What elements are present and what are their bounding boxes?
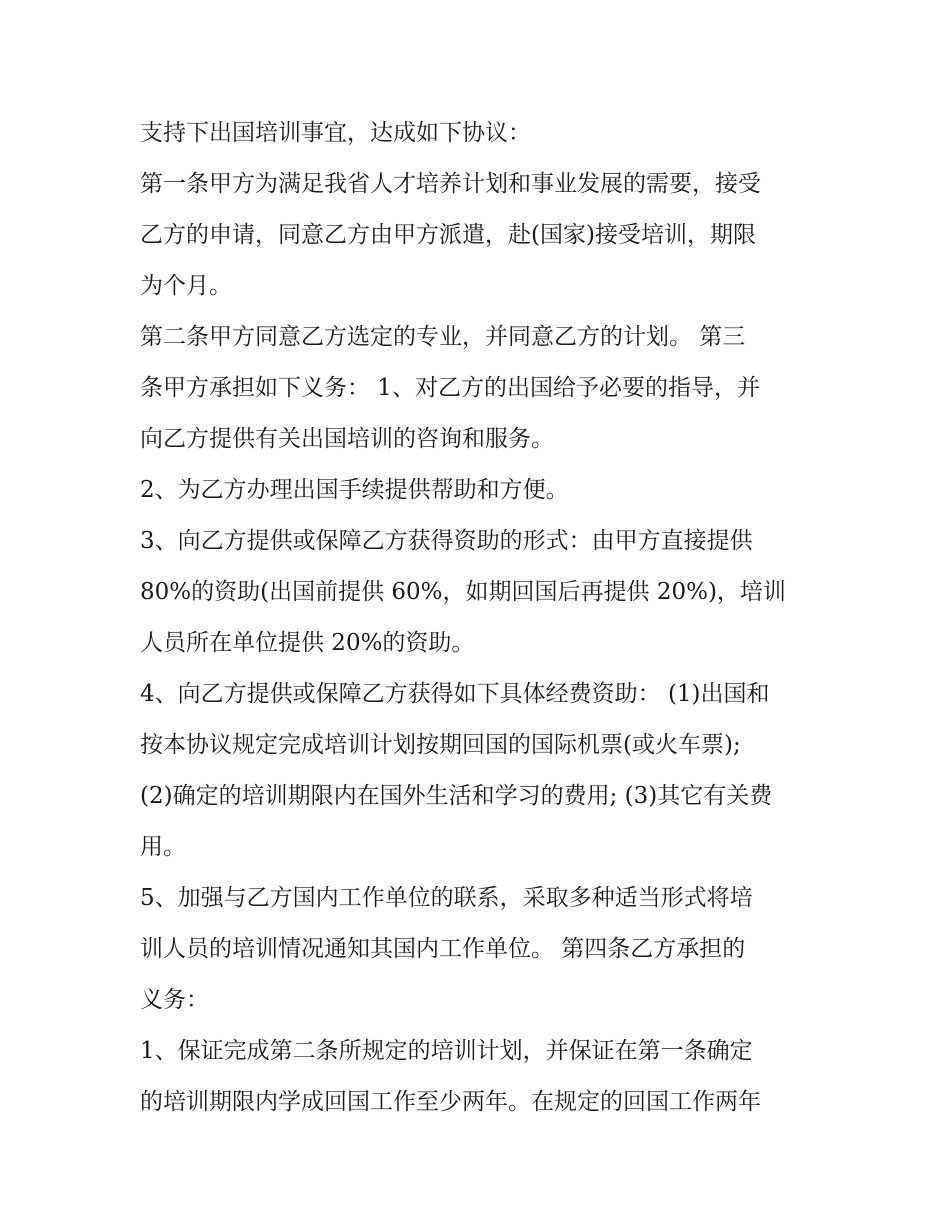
text-line: 3、向乙方提供或保障乙方获得资助的形式：由甲方直接提供 (140, 528, 753, 554)
text-line: (2)确定的培训期限内在国外生活和学习的费用; (3)其它有关费 (140, 783, 773, 809)
text-line: 第一条甲方为满足我省人才培养计划和事业发展的需要，接受 (140, 171, 761, 197)
text-line: 条甲方承担如下义务： 1、对乙方的出国给予必要的指导，并 (140, 375, 760, 401)
text-line: 用。 (140, 834, 186, 860)
text-line: 向乙方提供有关出国培训的咨询和服务。 (140, 426, 554, 452)
text-line: 支持下出国培训事宜，达成如下协议： (140, 120, 531, 146)
text-line: 4、向乙方提供或保障乙方获得如下具体经费资助： (1)出国和 (140, 681, 770, 707)
text-line: 5、加强与乙方国内工作单位的联系，采取多种适当形式将培 (140, 885, 753, 911)
text-line: 义务： (140, 987, 209, 1013)
text-line: 人员所在单位提供 20%的资助。 (140, 630, 475, 656)
text-line: 2、为乙方办理出国手续提供帮助和方便。 (140, 477, 569, 503)
text-line: 乙方的申请，同意乙方由甲方派遣，赴(国家)接受培训，期限 (140, 222, 756, 248)
text-line: 80%的资助(出国前提供 60%，如期回国后再提供 20%)，培训 (140, 579, 786, 605)
text-line: 1、保证完成第二条所规定的培训计划，并保证在第一条确定 (140, 1038, 753, 1064)
document-body (140, 108, 820, 1128)
text-line: 按本协议规定完成培训计划按期回国的国际机票(或火车票); (140, 732, 741, 758)
text-line: 为个月。 (140, 273, 232, 299)
text-line: 训人员的培训情况通知其国内工作单位。 第四条乙方承担的 (140, 936, 746, 962)
text-line: 的培训期限内学成回国工作至少两年。在规定的回国工作两年 (140, 1089, 761, 1115)
text-line: 第二条甲方同意乙方选定的专业，并同意乙方的计划。 第三 (140, 324, 746, 350)
